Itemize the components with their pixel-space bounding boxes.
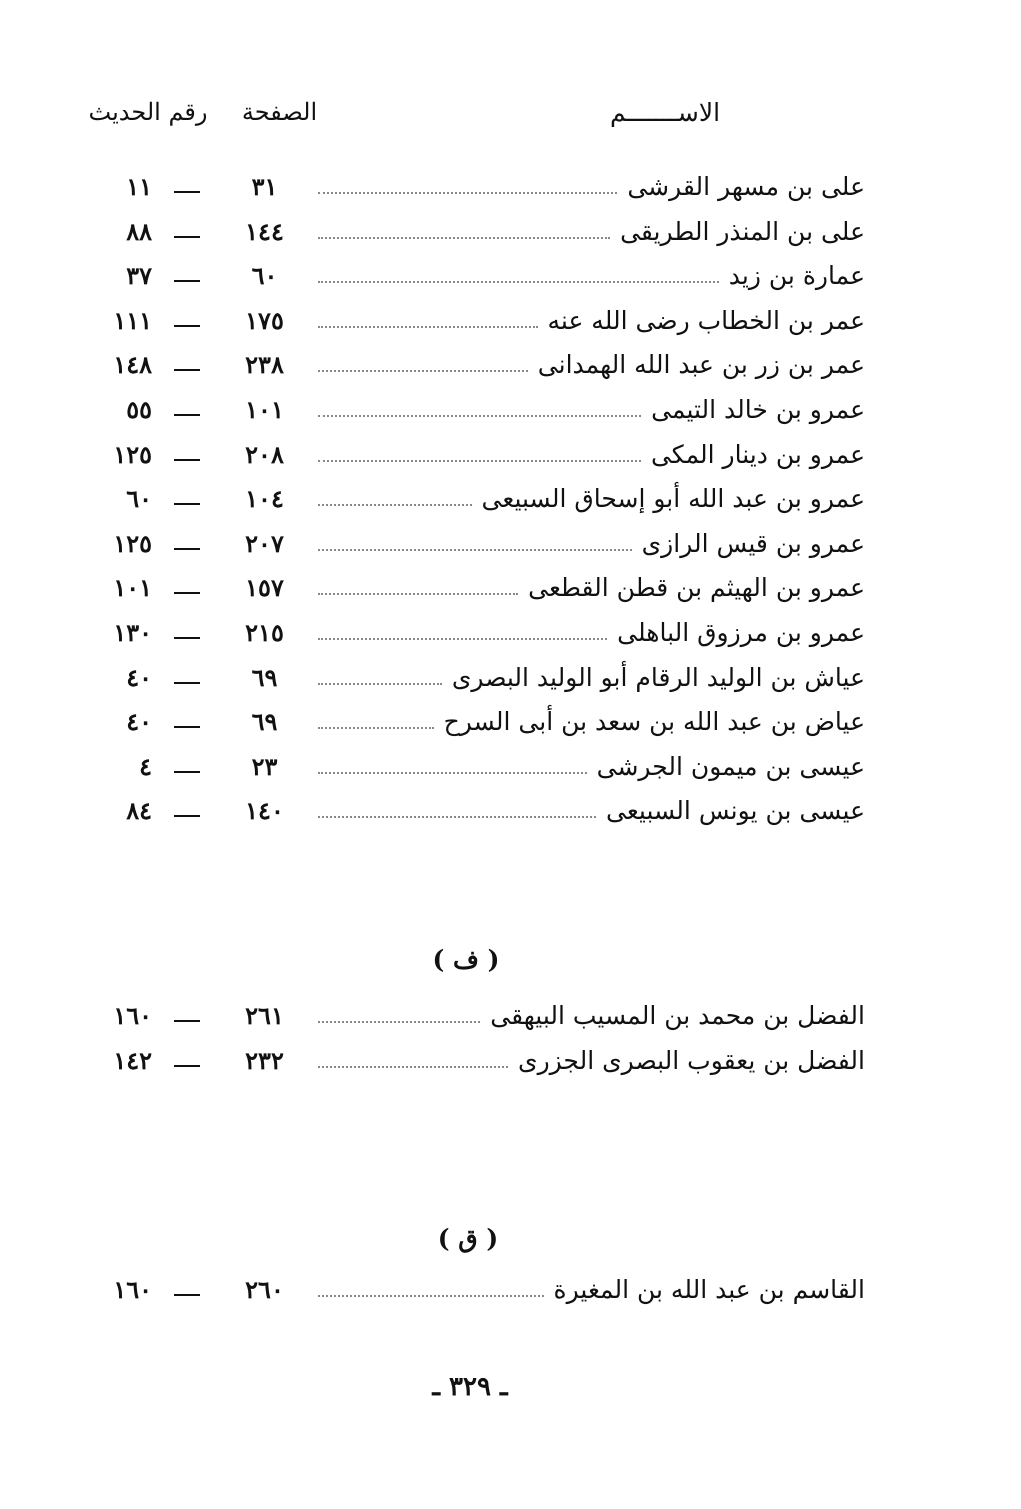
entry-page: ١٠١ bbox=[245, 394, 284, 424]
dot-leader bbox=[318, 772, 587, 774]
index-entry bbox=[0, 254, 1021, 299]
dot-leader bbox=[318, 549, 632, 551]
entry-hadith-number: ٥٥ bbox=[126, 394, 152, 424]
index-entry bbox=[0, 789, 1021, 834]
entry-hadith-number: ١١١ bbox=[113, 305, 152, 335]
entry-name: عياض بن عبد الله بن سعد بن أبى السرح bbox=[443, 707, 865, 737]
separator-dash bbox=[174, 726, 200, 728]
entry-hadith-number: ١٦٠ bbox=[113, 1001, 152, 1030]
separator-dash bbox=[174, 325, 200, 327]
index-entry bbox=[0, 433, 1021, 478]
entry-name: عمرو بن عبد الله أبو إسحاق السبيعى bbox=[481, 484, 865, 514]
index-entry bbox=[0, 611, 1021, 656]
dot-leader bbox=[318, 683, 442, 685]
entry-hadith-number: ٤ bbox=[139, 751, 152, 781]
entry-hadith-number: ١٣٠ bbox=[113, 617, 152, 647]
separator-dash bbox=[174, 369, 200, 371]
entry-name: عمرو بن مرزوق الباهلى bbox=[617, 617, 865, 647]
dot-leader bbox=[318, 326, 538, 328]
index-entry bbox=[0, 210, 1021, 255]
index-entry bbox=[0, 656, 1021, 701]
entry-page: ١٥٧ bbox=[245, 573, 284, 603]
entry-page: ٢٣ bbox=[251, 751, 278, 781]
entry-name: الفضل بن محمد بن المسيب البيهقى bbox=[490, 1001, 865, 1030]
dot-leader bbox=[318, 281, 719, 283]
entry-page: ٢٣٢ bbox=[245, 1045, 284, 1075]
entry-name: عياش بن الوليد الرقام أبو الوليد البصرى bbox=[451, 662, 865, 692]
entry-page: ٣١ bbox=[251, 172, 278, 201]
entry-name: عمرو بن خالد التيمى bbox=[651, 394, 865, 424]
entry-hadith-number: ١١ bbox=[126, 172, 152, 201]
separator-dash bbox=[174, 236, 200, 238]
dot-leader bbox=[318, 237, 610, 239]
entry-page: ٢١٥ bbox=[245, 617, 284, 647]
index-entry bbox=[0, 745, 1021, 790]
entry-name: على بن المنذر الطريقى bbox=[620, 216, 865, 246]
entry-hadith-number: ٣٧ bbox=[126, 261, 152, 291]
dot-leader bbox=[318, 370, 528, 372]
entry-name: عمرو بن الهيثم بن قطن القطعى bbox=[528, 573, 865, 603]
entry-name: عيسى بن يونس السبيعى bbox=[606, 796, 865, 826]
dot-leader bbox=[318, 816, 596, 818]
name-column-header: الاســـــــم bbox=[609, 98, 721, 127]
index-entry bbox=[0, 165, 1021, 210]
entry-name: عمارة بن زيد bbox=[728, 261, 865, 291]
entry-hadith-number: ٨٤ bbox=[126, 796, 152, 826]
index-entry bbox=[0, 522, 1021, 567]
dot-leader bbox=[318, 727, 434, 729]
entry-hadith-number: ٨٨ bbox=[126, 216, 152, 246]
hadith-column-header: رقم الحديث bbox=[88, 98, 208, 126]
entry-page: ٢٠٨ bbox=[245, 439, 284, 469]
dot-leader bbox=[318, 460, 641, 462]
section-heading-fa: ( ف ) bbox=[432, 945, 500, 974]
entry-page: ١٠٤ bbox=[245, 484, 284, 514]
entry-page: ١٧٥ bbox=[245, 305, 284, 335]
index-entry bbox=[0, 343, 1021, 388]
entry-name: عيسى بن ميمون الجرشى bbox=[596, 751, 865, 781]
section-fa bbox=[0, 994, 1021, 1083]
entry-hadith-number: ٦٠ bbox=[126, 484, 152, 514]
entry-name: عمر بن زر بن عبد الله الهمدانى bbox=[537, 350, 865, 380]
entry-hadith-number: ١٤٨ bbox=[113, 350, 152, 380]
separator-dash bbox=[174, 459, 200, 461]
index-entry bbox=[0, 994, 1021, 1039]
dot-leader bbox=[318, 593, 518, 595]
dot-leader bbox=[318, 1066, 508, 1068]
entry-page: ١٤٤ bbox=[245, 216, 284, 246]
entry-page: ٢٠٧ bbox=[245, 528, 284, 558]
index-entry bbox=[0, 299, 1021, 344]
entry-hadith-number: ٤٠ bbox=[126, 662, 152, 692]
entry-page: ٦٩ bbox=[251, 707, 278, 737]
index-entry bbox=[0, 1039, 1021, 1084]
entry-hadith-number: ١٢٥ bbox=[113, 439, 152, 469]
entry-hadith-number: ٤٠ bbox=[126, 707, 152, 737]
entry-name: عمرو بن دينار المكى bbox=[650, 439, 865, 469]
dot-leader bbox=[318, 1021, 480, 1023]
separator-dash bbox=[174, 1020, 200, 1022]
entry-page: ٦٩ bbox=[251, 662, 278, 692]
dot-leader bbox=[318, 192, 617, 194]
dot-leader bbox=[318, 638, 607, 640]
index-entry bbox=[0, 700, 1021, 745]
entry-page: ١٤٠ bbox=[245, 796, 284, 826]
section-heading-qaf: ( ق ) bbox=[437, 1224, 499, 1253]
separator-dash bbox=[174, 1294, 200, 1296]
separator-dash bbox=[174, 548, 200, 550]
entry-hadith-number: ١٦٠ bbox=[113, 1275, 152, 1304]
dot-leader bbox=[318, 504, 472, 506]
entry-name: الفضل بن يعقوب البصرى الجزرى bbox=[518, 1045, 865, 1075]
entry-name: على بن مسهر القرشى bbox=[627, 172, 865, 201]
separator-dash bbox=[174, 815, 200, 817]
entry-hadith-number: ١٤٢ bbox=[113, 1045, 152, 1075]
index-entry bbox=[0, 477, 1021, 522]
column-header bbox=[0, 98, 1021, 148]
index-entry bbox=[0, 566, 1021, 611]
separator-dash bbox=[174, 637, 200, 639]
section-qaf bbox=[0, 1268, 1021, 1313]
entry-name: عمرو بن قيس الرازى bbox=[641, 528, 865, 558]
index-entry bbox=[0, 1268, 1021, 1313]
separator-dash bbox=[174, 280, 200, 282]
entry-hadith-number: ١٠١ bbox=[113, 573, 152, 603]
separator-dash bbox=[174, 771, 200, 773]
separator-dash bbox=[174, 592, 200, 594]
separator-dash bbox=[174, 191, 200, 193]
section-ain bbox=[0, 165, 1021, 834]
entry-page: ٢٦١ bbox=[245, 1001, 284, 1030]
entry-page: ٢٦٠ bbox=[245, 1275, 284, 1304]
separator-dash bbox=[174, 503, 200, 505]
separator-dash bbox=[174, 1065, 200, 1067]
entry-name: القاسم بن عبد الله بن المغيرة bbox=[553, 1275, 865, 1304]
entry-page: ٢٣٨ bbox=[245, 350, 284, 380]
entry-name: عمر بن الخطاب رضى الله عنه bbox=[547, 305, 865, 335]
page-number: ـ ٣٢٩ ـ bbox=[432, 1372, 508, 1402]
entry-hadith-number: ١٢٥ bbox=[113, 528, 152, 558]
index-entry bbox=[0, 388, 1021, 433]
page-column-header: الصفحة bbox=[241, 98, 318, 126]
entry-page: ٦٠ bbox=[251, 261, 278, 291]
dot-leader bbox=[318, 1295, 544, 1297]
separator-dash bbox=[174, 414, 200, 416]
dot-leader bbox=[318, 415, 641, 417]
separator-dash bbox=[174, 682, 200, 684]
